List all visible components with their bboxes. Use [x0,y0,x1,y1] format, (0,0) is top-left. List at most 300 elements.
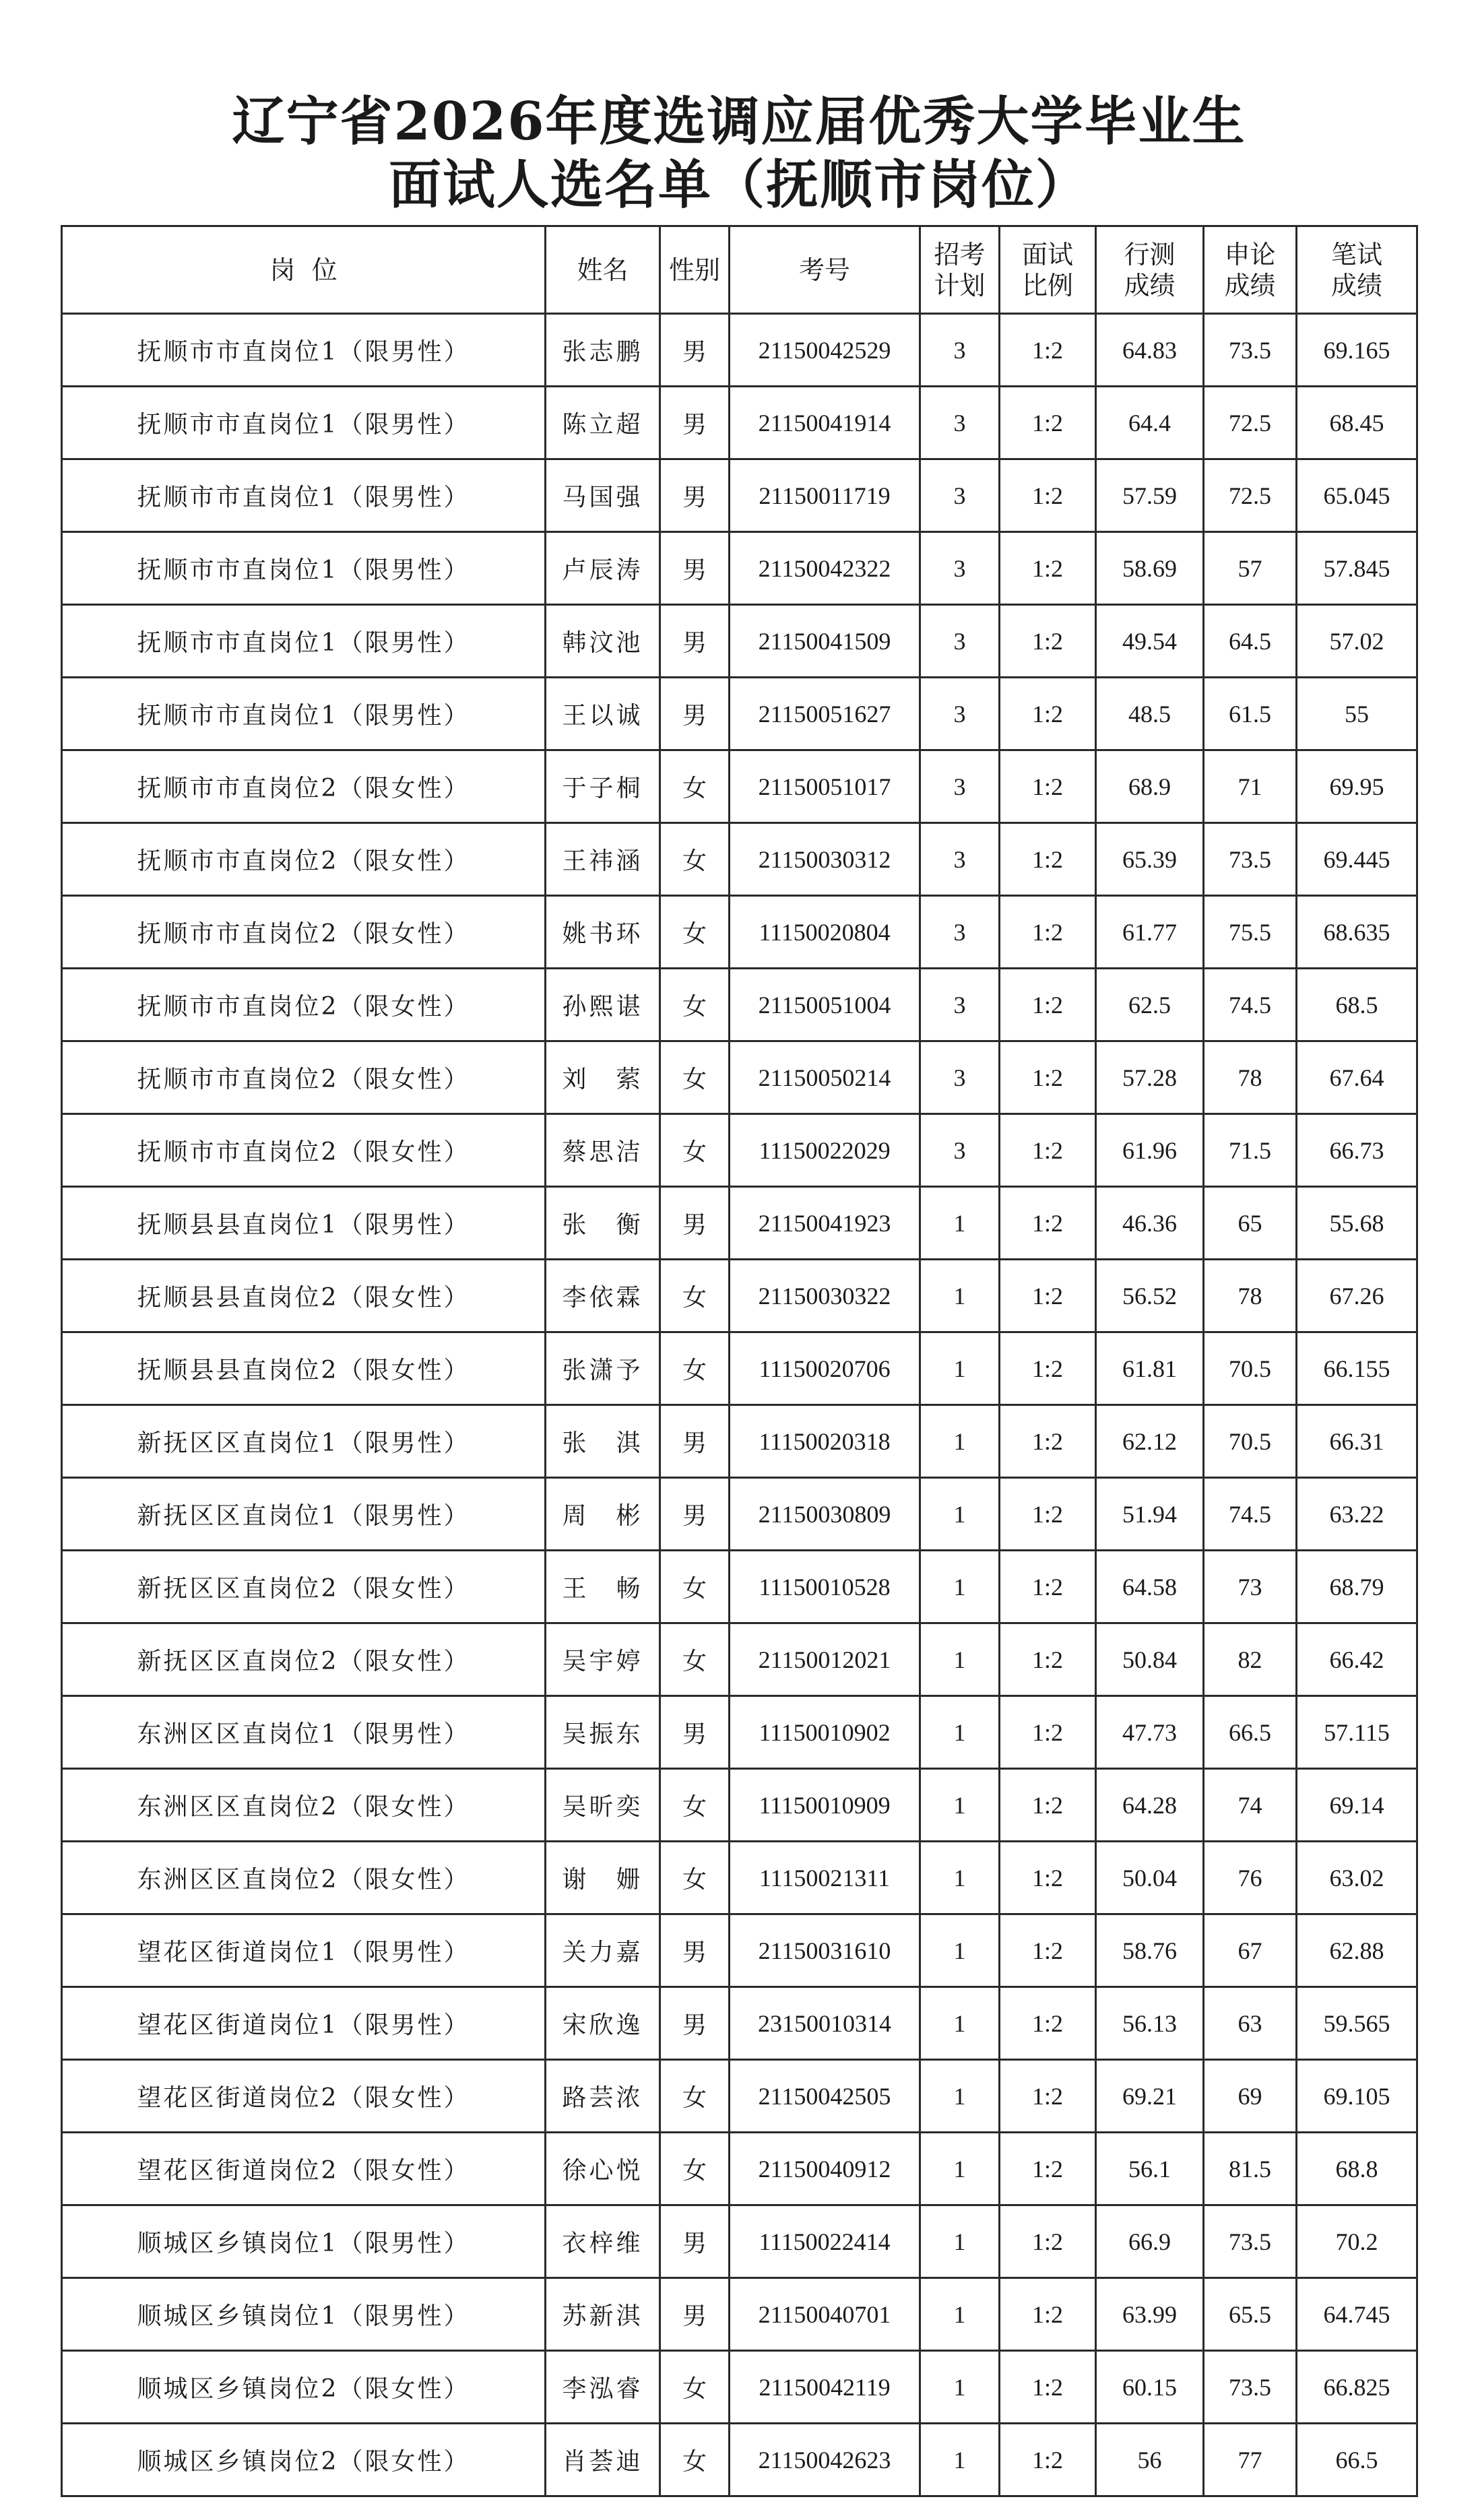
cell-shenlun: 72.5 [1204,387,1297,459]
cell-position: 抚顺市市直岗位2（限女性） [62,750,546,823]
cell-position: 新抚区区直岗位1（限男性） [62,1478,546,1551]
cell-plan: 3 [920,750,1000,823]
header-gender: 性别 [660,226,730,314]
cell-gender: 女 [660,896,730,969]
header-plan-line1: 招考 [934,239,986,269]
cell-ratio: 1:2 [1000,896,1096,969]
table-row [62,1405,1417,1478]
cell-exam-no: 21150031610 [730,1914,920,1987]
cell-exam-no: 21150051627 [730,678,920,750]
cell-xingce: 50.84 [1096,1623,1204,1696]
cell-gender: 女 [660,1260,730,1332]
header-plan [920,226,1000,314]
cell-ratio: 1:2 [1000,750,1096,823]
cell-position: 抚顺市市直岗位2（限女性） [62,1041,546,1114]
cell-gender: 男 [660,678,730,750]
table-row [62,2205,1417,2278]
cell-written: 67.64 [1297,1041,1417,1114]
header-shenlun-line1: 申论 [1224,239,1276,269]
cell-gender: 男 [660,1478,730,1551]
header-written-line1: 笔试 [1330,239,1382,269]
cell-shenlun: 64.5 [1204,605,1297,678]
cell-name: 刘 萦 [546,1041,660,1114]
cell-exam-no: 11150020804 [730,896,920,969]
cell-written: 64.745 [1297,2278,1417,2351]
table-row [62,1842,1417,1914]
table-row [62,969,1417,1041]
cell-written: 66.825 [1297,2351,1417,2424]
candidate-table [61,225,1418,2497]
table-row [62,387,1417,459]
cell-position: 新抚区区直岗位1（限男性） [62,1405,546,1478]
cell-ratio: 1:2 [1000,1187,1096,1260]
cell-shenlun: 78 [1204,1260,1297,1332]
table-row [62,1623,1417,1696]
table-row [62,1769,1417,1842]
table-row [62,1478,1417,1551]
cell-exam-no: 21150040912 [730,2133,920,2205]
cell-ratio: 1:2 [1000,1114,1096,1187]
cell-written: 55.68 [1297,1187,1417,1260]
cell-ratio: 1:2 [1000,823,1096,896]
cell-written: 68.635 [1297,896,1417,969]
cell-shenlun: 70.5 [1204,1332,1297,1405]
cell-plan: 1 [920,1842,1000,1914]
cell-ratio: 1:2 [1000,1041,1096,1114]
cell-ratio: 1:2 [1000,1551,1096,1623]
cell-plan: 1 [920,1260,1000,1332]
cell-position: 顺城区乡镇岗位2（限女性） [62,2424,546,2496]
cell-name: 李依霖 [546,1260,660,1332]
cell-written: 67.26 [1297,1260,1417,1332]
cell-ratio: 1:2 [1000,2205,1096,2278]
table-row [62,2060,1417,2133]
cell-name: 卢辰涛 [546,532,660,605]
table-row [62,1696,1417,1769]
header-written [1297,226,1417,314]
cell-gender: 女 [660,1769,730,1842]
cell-written: 69.95 [1297,750,1417,823]
cell-gender: 女 [660,969,730,1041]
cell-gender: 女 [660,2424,730,2496]
cell-gender: 男 [660,1987,730,2060]
cell-position: 望花区街道岗位2（限女性） [62,2060,546,2133]
cell-plan: 1 [920,2205,1000,2278]
table-row [62,1332,1417,1405]
cell-plan: 1 [920,1914,1000,1987]
cell-shenlun: 74 [1204,1769,1297,1842]
header-xingce [1096,226,1204,314]
cell-shenlun: 71 [1204,750,1297,823]
cell-gender: 男 [660,2278,730,2351]
cell-exam-no: 11150010902 [730,1696,920,1769]
cell-shenlun: 76 [1204,1842,1297,1914]
cell-plan: 3 [920,314,1000,387]
table-row [62,1187,1417,1260]
cell-written: 65.045 [1297,459,1417,532]
cell-exam-no: 21150051004 [730,969,920,1041]
cell-exam-no: 21150030312 [730,823,920,896]
table-row [62,1041,1417,1114]
header-shenlun [1204,226,1297,314]
cell-plan: 3 [920,459,1000,532]
cell-name: 马国强 [546,459,660,532]
cell-shenlun: 82 [1204,1623,1297,1696]
cell-xingce: 60.15 [1096,2351,1204,2424]
cell-position: 抚顺县县直岗位2（限女性） [62,1332,546,1405]
cell-plan: 3 [920,1114,1000,1187]
cell-gender: 男 [660,1696,730,1769]
cell-gender: 女 [660,1114,730,1187]
cell-shenlun: 78 [1204,1041,1297,1114]
cell-gender: 男 [660,387,730,459]
cell-name: 孙熙谌 [546,969,660,1041]
header-ratio-line2: 比例 [1021,270,1073,300]
cell-name: 王以诚 [546,678,660,750]
cell-xingce: 51.94 [1096,1478,1204,1551]
cell-exam-no: 11150020318 [730,1405,920,1478]
cell-gender: 男 [660,1914,730,1987]
cell-ratio: 1:2 [1000,1260,1096,1332]
cell-position: 抚顺市市直岗位1（限男性） [62,532,546,605]
cell-xingce: 56.52 [1096,1260,1204,1332]
header-ratio-line1: 面试 [1021,239,1073,269]
cell-exam-no: 21150041509 [730,605,920,678]
cell-ratio: 1:2 [1000,605,1096,678]
cell-xingce: 56.1 [1096,2133,1204,2205]
cell-position: 抚顺市市直岗位2（限女性） [62,1114,546,1187]
cell-exam-no: 11150010909 [730,1769,920,1842]
cell-written: 68.5 [1297,969,1417,1041]
cell-written: 69.165 [1297,314,1417,387]
cell-name: 张 衡 [546,1187,660,1260]
cell-ratio: 1:2 [1000,532,1096,605]
cell-xingce: 62.12 [1096,1405,1204,1478]
cell-shenlun: 57 [1204,532,1297,605]
header-written-line2: 成绩 [1330,270,1382,300]
cell-plan: 1 [920,1551,1000,1623]
cell-exam-no: 21150040701 [730,2278,920,2351]
cell-position: 抚顺市市直岗位1（限男性） [62,387,546,459]
cell-gender: 男 [660,1405,730,1478]
cell-exam-no: 11150021311 [730,1842,920,1914]
table-row [62,1914,1417,1987]
cell-xingce: 56 [1096,2424,1204,2496]
cell-gender: 女 [660,2133,730,2205]
cell-plan: 1 [920,2060,1000,2133]
cell-written: 68.8 [1297,2133,1417,2205]
cell-plan: 1 [920,2424,1000,2496]
cell-position: 抚顺县县直岗位1（限男性） [62,1187,546,1260]
cell-gender: 女 [660,1551,730,1623]
cell-name: 谢 姗 [546,1842,660,1914]
cell-xingce: 65.39 [1096,823,1204,896]
header-name: 姓名 [546,226,660,314]
cell-plan: 1 [920,1769,1000,1842]
cell-position: 顺城区乡镇岗位1（限男性） [62,2278,546,2351]
cell-position: 东洲区区直岗位2（限女性） [62,1842,546,1914]
cell-position: 抚顺县县直岗位2（限女性） [62,1260,546,1332]
cell-name: 于子桐 [546,750,660,823]
cell-plan: 1 [920,1478,1000,1551]
cell-exam-no: 21150042322 [730,532,920,605]
cell-xingce: 62.5 [1096,969,1204,1041]
cell-position: 抚顺市市直岗位1（限男性） [62,459,546,532]
cell-ratio: 1:2 [1000,459,1096,532]
cell-shenlun: 81.5 [1204,2133,1297,2205]
cell-plan: 1 [920,2278,1000,2351]
cell-gender: 女 [660,823,730,896]
table-row [62,823,1417,896]
cell-xingce: 64.58 [1096,1551,1204,1623]
cell-ratio: 1:2 [1000,1987,1096,2060]
cell-xingce: 64.83 [1096,314,1204,387]
cell-position: 东洲区区直岗位2（限女性） [62,1769,546,1842]
cell-name: 吴宇婷 [546,1623,660,1696]
cell-xingce: 49.54 [1096,605,1204,678]
cell-written: 66.42 [1297,1623,1417,1696]
table-row [62,314,1417,387]
cell-written: 69.445 [1297,823,1417,896]
cell-xingce: 68.9 [1096,750,1204,823]
cell-position: 顺城区乡镇岗位1（限男性） [62,2205,546,2278]
cell-gender: 男 [660,314,730,387]
cell-plan: 3 [920,1041,1000,1114]
cell-exam-no: 21150030809 [730,1478,920,1551]
cell-shenlun: 77 [1204,2424,1297,2496]
cell-gender: 女 [660,1041,730,1114]
cell-exam-no: 21150051017 [730,750,920,823]
cell-gender: 男 [660,459,730,532]
cell-written: 63.02 [1297,1842,1417,1914]
cell-position: 东洲区区直岗位1（限男性） [62,1696,546,1769]
cell-exam-no: 21150030322 [730,1260,920,1332]
cell-shenlun: 74.5 [1204,1478,1297,1551]
cell-position: 抚顺市市直岗位1（限男性） [62,605,546,678]
header-ratio [1000,226,1096,314]
cell-plan: 1 [920,1187,1000,1260]
cell-position: 抚顺市市直岗位2（限女性） [62,969,546,1041]
cell-ratio: 1:2 [1000,2133,1096,2205]
cell-plan: 3 [920,532,1000,605]
cell-plan: 3 [920,823,1000,896]
table-row [62,2351,1417,2424]
cell-xingce: 56.13 [1096,1987,1204,2060]
cell-xingce: 63.99 [1096,2278,1204,2351]
cell-name: 蔡思洁 [546,1114,660,1187]
header-plan-line2: 计划 [934,270,986,300]
cell-name: 路芸浓 [546,2060,660,2133]
cell-shenlun: 73.5 [1204,2351,1297,2424]
cell-written: 66.73 [1297,1114,1417,1187]
cell-gender: 男 [660,605,730,678]
table-body [62,314,1417,2496]
cell-position: 抚顺市市直岗位2（限女性） [62,896,546,969]
cell-written: 62.88 [1297,1914,1417,1987]
cell-written: 68.45 [1297,387,1417,459]
cell-shenlun: 67 [1204,1914,1297,1987]
cell-written: 57.115 [1297,1696,1417,1769]
cell-exam-no: 21150011719 [730,459,920,532]
cell-written: 70.2 [1297,2205,1417,2278]
cell-gender: 男 [660,1187,730,1260]
cell-ratio: 1:2 [1000,2351,1096,2424]
cell-plan: 3 [920,678,1000,750]
cell-ratio: 1:2 [1000,1769,1096,1842]
cell-gender: 女 [660,1623,730,1696]
cell-written: 69.14 [1297,1769,1417,1842]
cell-xingce: 50.04 [1096,1842,1204,1914]
cell-shenlun: 61.5 [1204,678,1297,750]
cell-ratio: 1:2 [1000,969,1096,1041]
table-row [62,750,1417,823]
cell-plan: 1 [920,1405,1000,1478]
table-row [62,2278,1417,2351]
header-xingce-line2: 成绩 [1124,270,1176,300]
table-row [62,2424,1417,2496]
cell-xingce: 48.5 [1096,678,1204,750]
table-row [62,896,1417,969]
cell-written: 66.155 [1297,1332,1417,1405]
cell-ratio: 1:2 [1000,314,1096,387]
table-row [62,1551,1417,1623]
cell-exam-no: 21150041914 [730,387,920,459]
header-xingce-line1: 行测 [1124,239,1176,269]
cell-gender: 女 [660,2060,730,2133]
cell-ratio: 1:2 [1000,1405,1096,1478]
cell-shenlun: 69 [1204,2060,1297,2133]
cell-shenlun: 65 [1204,1187,1297,1260]
cell-shenlun: 75.5 [1204,896,1297,969]
cell-plan: 1 [920,1332,1000,1405]
table-row [62,2133,1417,2205]
cell-exam-no: 21150012021 [730,1623,920,1696]
table-row [62,1114,1417,1187]
cell-name: 陈立超 [546,387,660,459]
cell-plan: 1 [920,2133,1000,2205]
cell-exam-no: 21150042505 [730,2060,920,2133]
cell-name: 姚书环 [546,896,660,969]
cell-shenlun: 66.5 [1204,1696,1297,1769]
cell-written: 57.845 [1297,532,1417,605]
cell-gender: 男 [660,2205,730,2278]
cell-ratio: 1:2 [1000,1332,1096,1405]
cell-xingce: 61.77 [1096,896,1204,969]
cell-ratio: 1:2 [1000,2278,1096,2351]
cell-exam-no: 21150042529 [730,314,920,387]
table-row [62,459,1417,532]
cell-xingce: 69.21 [1096,2060,1204,2133]
cell-shenlun: 73 [1204,1551,1297,1623]
cell-exam-no: 11150020706 [730,1332,920,1405]
cell-written: 66.31 [1297,1405,1417,1478]
cell-ratio: 1:2 [1000,2424,1096,2496]
cell-gender: 男 [660,532,730,605]
cell-position: 抚顺市市直岗位1（限男性） [62,314,546,387]
cell-xingce: 64.28 [1096,1769,1204,1842]
cell-shenlun: 73.5 [1204,314,1297,387]
cell-xingce: 47.73 [1096,1696,1204,1769]
cell-plan: 1 [920,1623,1000,1696]
cell-ratio: 1:2 [1000,1696,1096,1769]
cell-name: 王 畅 [546,1551,660,1623]
header-shenlun-line2: 成绩 [1224,270,1276,300]
cell-name: 衣梓维 [546,2205,660,2278]
cell-xingce: 57.28 [1096,1041,1204,1114]
cell-ratio: 1:2 [1000,1842,1096,1914]
cell-ratio: 1:2 [1000,678,1096,750]
cell-position: 新抚区区直岗位2（限女性） [62,1623,546,1696]
cell-name: 徐心悦 [546,2133,660,2205]
table-row [62,1987,1417,2060]
cell-written: 55 [1297,678,1417,750]
cell-name: 张潇予 [546,1332,660,1405]
cell-written: 69.105 [1297,2060,1417,2133]
cell-xingce: 64.4 [1096,387,1204,459]
cell-exam-no: 21150041923 [730,1187,920,1260]
table-row [62,1260,1417,1332]
cell-plan: 3 [920,605,1000,678]
cell-gender: 女 [660,1332,730,1405]
cell-xingce: 57.59 [1096,459,1204,532]
cell-shenlun: 63 [1204,1987,1297,2060]
cell-name: 吴振东 [546,1696,660,1769]
cell-name: 王祎涵 [546,823,660,896]
cell-position: 抚顺市市直岗位2（限女性） [62,823,546,896]
cell-exam-no: 11150022029 [730,1114,920,1187]
cell-xingce: 58.69 [1096,532,1204,605]
cell-name: 周 彬 [546,1478,660,1551]
cell-ratio: 1:2 [1000,387,1096,459]
cell-xingce: 61.96 [1096,1114,1204,1187]
header-position: 岗 位 [62,226,546,314]
cell-xingce: 58.76 [1096,1914,1204,1987]
cell-ratio: 1:2 [1000,2060,1096,2133]
cell-plan: 3 [920,969,1000,1041]
cell-position: 抚顺市市直岗位1（限男性） [62,678,546,750]
cell-written: 66.5 [1297,2424,1417,2496]
cell-plan: 3 [920,896,1000,969]
cell-exam-no: 23150010314 [730,1987,920,2060]
cell-gender: 女 [660,2351,730,2424]
table-row [62,678,1417,750]
cell-plan: 1 [920,1696,1000,1769]
cell-xingce: 61.81 [1096,1332,1204,1405]
document-subtitle: 面试人选名单（抚顺市岗位） [388,154,1089,216]
cell-shenlun: 65.5 [1204,2278,1297,2351]
cell-exam-no: 11150022414 [730,2205,920,2278]
cell-exam-no: 21150042119 [730,2351,920,2424]
cell-exam-no: 11150010528 [730,1551,920,1623]
cell-shenlun: 72.5 [1204,459,1297,532]
cell-shenlun: 70.5 [1204,1405,1297,1478]
cell-name: 宋欣逸 [546,1987,660,2060]
cell-shenlun: 73.5 [1204,823,1297,896]
cell-position: 新抚区区直岗位2（限女性） [62,1551,546,1623]
cell-plan: 1 [920,2351,1000,2424]
cell-plan: 1 [920,1987,1000,2060]
cell-position: 望花区街道岗位1（限男性） [62,1987,546,2060]
cell-name: 关力嘉 [546,1914,660,1987]
cell-name: 李泓睿 [546,2351,660,2424]
cell-xingce: 66.9 [1096,2205,1204,2278]
cell-exam-no: 21150050214 [730,1041,920,1114]
cell-shenlun: 73.5 [1204,2205,1297,2278]
cell-name: 苏新淇 [546,2278,660,2351]
cell-position: 望花区街道岗位1（限男性） [62,1914,546,1987]
cell-ratio: 1:2 [1000,1914,1096,1987]
cell-gender: 女 [660,1842,730,1914]
